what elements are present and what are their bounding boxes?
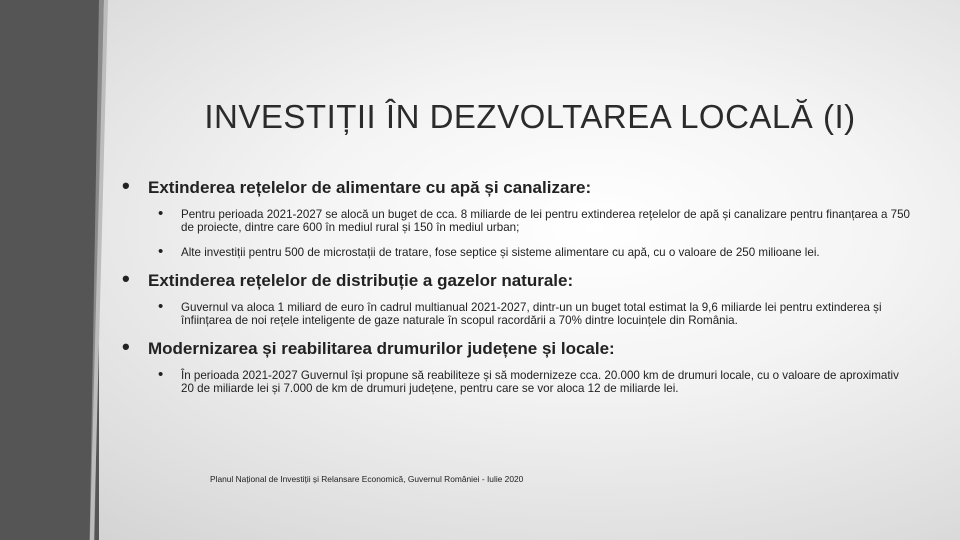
bullet-text: Guvernul va aloca 1 miliard de euro în cadrul multianual 2021-2027, dintr-un un buget total estimat la 9,6 miliarde lei pentru extinderea și înființarea de noi rețele inteligente de gaze naturale în scopul racordării a 70% dintre locuințele din România. (181, 301, 882, 327)
bullet-text: Pentru perioada 2021-2027 se alocă un buget de cca. 8 miliarde de lei pentru extinderea rețelelor de apă și canalizare pentru finanțarea a 750 de proiecte, dintre care 600 în mediul rural și 150 în mediul urban; (181, 208, 910, 234)
bullet-icon: • (158, 298, 164, 315)
source-footnote: Planul Național de Investiții și Relansare Economică, Guvernul României - Iulie 2020 (210, 474, 524, 484)
bullet-item (158, 298, 912, 327)
section-gas (122, 266, 912, 327)
bullet-item (158, 366, 912, 395)
section-water (122, 173, 912, 260)
bullet-icon: • (158, 243, 164, 260)
bullet-icon: • (158, 205, 164, 222)
section-heading (122, 173, 912, 198)
bullet-icon: • (122, 173, 130, 198)
bullet-icon: • (158, 366, 164, 383)
slide-content (122, 173, 912, 407)
bullet-text: Alte investiții pentru 500 de microstații de tratare, fose septice și sisteme alimentare cu apă, cu o valoare de 250 milioane lei. (181, 246, 820, 259)
bullet-icon: • (122, 334, 130, 359)
slide-title: INVESTIȚII ÎN DEZVOLTAREA LOCALĂ (I) (204, 98, 856, 135)
bullet-item (158, 205, 912, 234)
section-heading-text: Modernizarea și reabilitarea drumurilor județene și locale: (148, 339, 615, 358)
section-roads (122, 334, 912, 395)
section-heading-text: Extinderea rețelelor de alimentare cu apă și canalizare: (148, 178, 592, 197)
bullet-item (158, 243, 912, 260)
section-heading (122, 266, 912, 291)
bullet-text: În perioada 2021-2027 Guvernul își propune să reabiliteze și să modernizeze cca. 20.000 km de drumuri locale, cu o valoare de aproximativ 20 de miliarde lei și 7.000 de km de drumuri județene, pentru care se vor aloca 12 de miliarde lei. (181, 369, 899, 395)
bullet-icon: • (122, 266, 130, 291)
section-heading-text: Extinderea rețelelor de distribuție a gazelor naturale: (148, 271, 574, 290)
section-heading (122, 334, 912, 359)
